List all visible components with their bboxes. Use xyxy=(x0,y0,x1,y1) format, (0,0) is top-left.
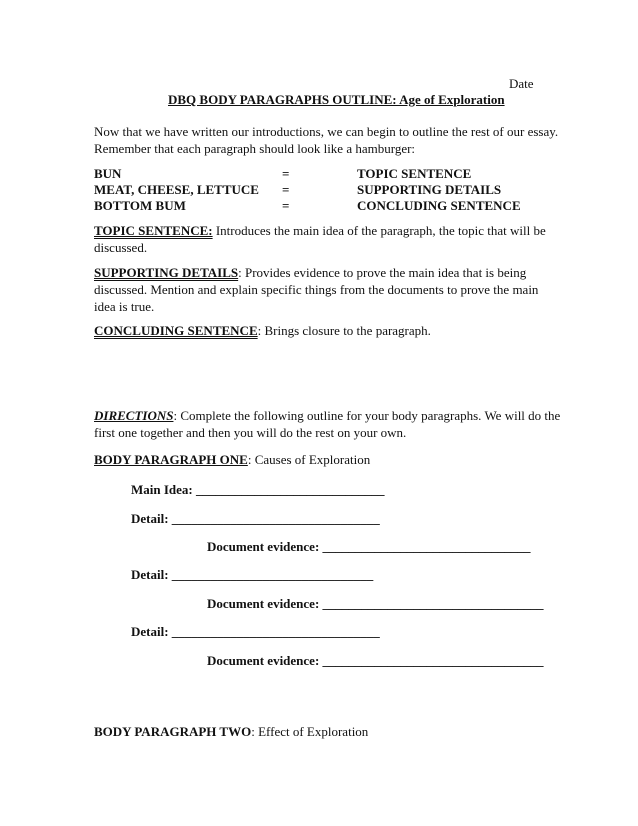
topic-sentence-text: Introduces the main idea of the paragraph, the topic that will be discussed. xyxy=(94,223,546,255)
hamburger-meaning-topic: TOPIC SENTENCE xyxy=(357,166,472,181)
definition-topic-sentence xyxy=(94,222,554,256)
topic-sentence-term: TOPIC SENTENCE: xyxy=(94,223,213,238)
date-label: Date xyxy=(509,76,534,91)
document-evidence-field-2[interactable]: Document evidence: __________________________________ xyxy=(207,596,544,611)
hamburger-meaning-supporting: SUPPORTING DETAILS xyxy=(357,182,502,197)
supporting-details-text: : Provides evidence to prove the main idea that is being discussed. Mention and explain specific things from the documents to prove the main idea is true. xyxy=(94,265,539,314)
supporting-details-term: SUPPORTING DETAILS xyxy=(94,265,239,280)
definition-concluding-sentence xyxy=(94,322,554,339)
hamburger-equals: = xyxy=(282,182,290,197)
hamburger-part-bottom-bun: BOTTOM BUM xyxy=(94,198,186,213)
concluding-sentence-text: : Brings closure to the paragraph. xyxy=(257,323,431,338)
hamburger-meaning-concluding: CONCLUDING SENTENCE xyxy=(357,198,521,213)
directions xyxy=(94,407,564,441)
detail-field-3[interactable]: Detail: ________________________________ xyxy=(131,624,380,639)
document-evidence-field-1[interactable]: Document evidence: ________________________________ xyxy=(207,539,531,554)
hamburger-equals: = xyxy=(282,166,290,181)
detail-field-2[interactable]: Detail: _______________________________ xyxy=(131,567,374,582)
paragraph-two-label: BODY PARAGRAPH TWO xyxy=(94,724,252,739)
directions-text: : Complete the following outline for your body paragraphs. We will do the first one together and then you will do the rest on your own. xyxy=(94,408,561,440)
paragraph-one-topic: : Causes of Exploration xyxy=(247,452,371,467)
main-idea-field[interactable]: Main Idea: _____________________________ xyxy=(131,482,385,497)
detail-field-1[interactable]: Detail: ________________________________ xyxy=(131,511,380,526)
paragraph-one-label: BODY PARAGRAPH ONE xyxy=(94,452,248,467)
intro-line-2: Remember that each paragraph should look like a hamburger: xyxy=(94,141,416,156)
definition-supporting-details xyxy=(94,264,554,315)
directions-term: DIRECTIONS xyxy=(94,408,174,423)
hamburger-part-bun: BUN xyxy=(94,166,122,181)
page-title: DBQ BODY PARAGRAPHS OUTLINE: Age of Exploration xyxy=(168,92,505,107)
concluding-sentence-term: CONCLUDING SENTENCE xyxy=(94,323,258,338)
hamburger-equals: = xyxy=(282,198,290,213)
document-evidence-field-3[interactable]: Document evidence: __________________________________ xyxy=(207,653,544,668)
paragraph-two-topic: : Effect of Exploration xyxy=(251,724,369,739)
intro-line-1: Now that we have written our introductions, we can begin to outline the rest of our essay. xyxy=(94,124,559,139)
body-paragraph-two-heading xyxy=(94,723,368,740)
body-paragraph-one-heading xyxy=(94,451,370,468)
hamburger-part-meat: MEAT, CHEESE, LETTUCE xyxy=(94,182,259,197)
